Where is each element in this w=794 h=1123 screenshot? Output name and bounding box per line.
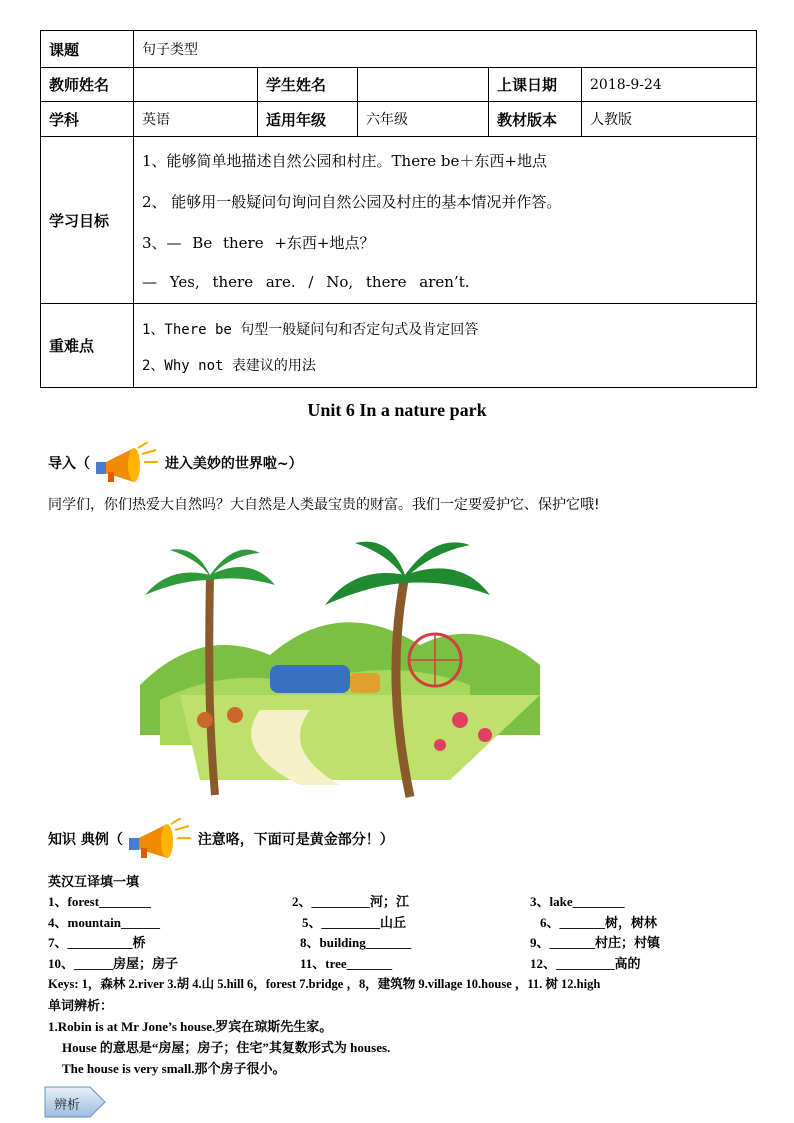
exercise-item: 8、building_______ [300,935,412,950]
lesson-info-table [40,30,757,388]
goal-line: 3、— Be there +东西+地点？ [142,233,375,252]
grade-value: 六年级 [358,102,489,137]
goal-line: 1、能够简单地描述自然公园和村庄。There be＋东西+地点 [142,151,547,170]
goal-line: 2、 能够用一般疑问句询问自然公园及村庄的基本情况并作答。 [142,192,562,211]
exercise-item: 3、lake________ [530,894,625,909]
exercise-item: 6、_______树，树林 [540,915,658,930]
key-points-cell [134,304,757,388]
goal-line: — Yes, there are. / No, there aren’t. [142,272,470,291]
knowledge-heading [48,818,394,862]
answer-keys: Keys: 1，森林 2.river 3.胡 4.山 5.hill 6，forest 7.bridge ，8，建筑物 9.village 10.house ，11. 树 12.high [48,977,601,991]
student-label: 学生姓名 [258,68,358,102]
goals-label: 学习目标 [41,137,134,304]
knowledge-label: 知识 典例（ [48,832,123,848]
exercise-item: 11、tree_______ [300,956,393,971]
knowledge-tag: 注意咯，下面可是黄金部分！） [197,832,394,848]
teacher-value [134,68,258,102]
student-value [358,68,489,102]
example-line: The house is very small.那个房子很小。 [62,1061,286,1076]
key-point-line: 1、There be 句型一般疑问句和否定句式及肯定回答 [142,321,479,338]
analysis-button[interactable] [44,1086,106,1118]
topic-value: 句子类型 [134,31,757,68]
topic-label: 课题 [41,31,134,68]
key-point-line: 2、Why not 表建议的用法 [142,357,316,374]
grade-label: 适用年级 [258,102,358,137]
unit-title: Unit 6 In a nature park [307,400,487,420]
subject-label: 学科 [41,102,134,137]
nature-park-illustration [140,535,550,800]
date-label: 上课日期 [489,68,582,102]
exercise-item: 9、_______村庄；村镇 [530,935,661,950]
exercise-item: 5、_________山丘 [302,915,407,930]
megaphone-icon [127,818,193,862]
analysis-title: 单词辨析： [48,998,114,1013]
example-line: 1.Robin is at Mr Jone’s house.罗宾在琼斯先生家。 [48,1019,333,1034]
intro-heading [48,442,303,486]
exercise-item: 1、forest________ [48,894,152,909]
exercise-item: 4、mountain______ [48,915,160,930]
exercise-title: 英汉互译填一填 [48,874,140,889]
edition-value: 人教版 [582,102,757,137]
exercise-item: 10、______房屋；房子 [48,956,179,971]
intro-text: 同学们，你们热爱大自然吗？大自然是人类最宝贵的财富。我们一定要爱护它、保护它哦! [48,497,600,513]
analysis-button-label: 辨析 [54,1098,81,1113]
date-value: 2018-9-24 [582,68,757,102]
exercise-item: 2、_________河；江 [292,894,410,909]
subject-value: 英语 [134,102,258,137]
exercise-item: 7、__________桥 [48,935,146,950]
edition-label: 教材版本 [489,102,582,137]
intro-tag: 进入美妙的世界啦~） [164,456,303,472]
key-points-label: 重难点 [41,304,134,388]
exercise-item: 12、_________高的 [530,956,641,971]
teacher-label: 教师姓名 [41,68,134,102]
example-line: House 的意思是“房屋；房子；住宅”其复数形式为 houses. [62,1040,391,1055]
megaphone-icon [94,442,160,486]
goals-cell [134,137,757,304]
intro-label: 导入（ [48,456,90,472]
